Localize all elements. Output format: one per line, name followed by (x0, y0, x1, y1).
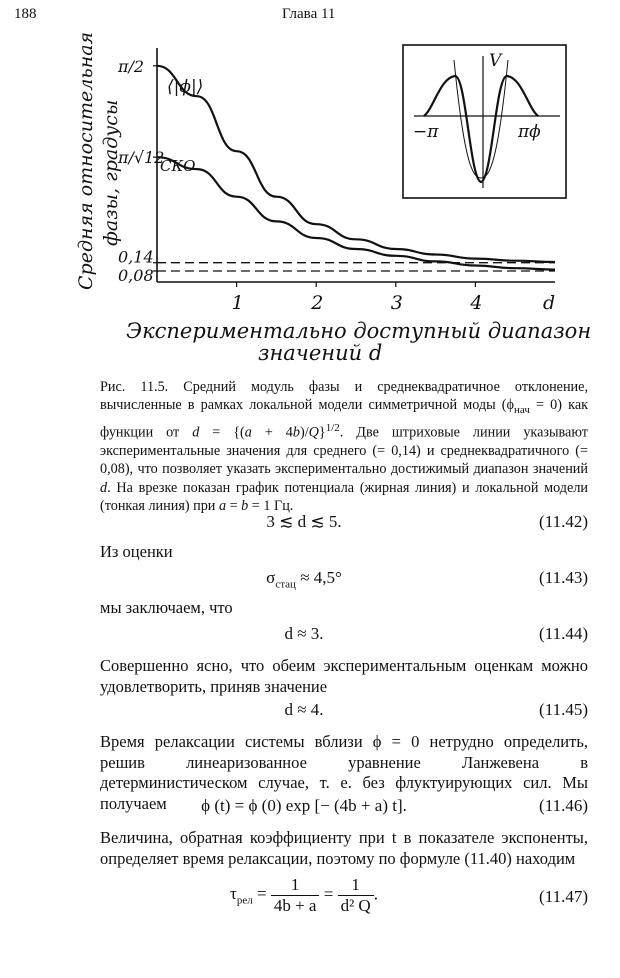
equation-formula: d ≈ 4. (284, 700, 324, 719)
fraction-2 (338, 875, 374, 916)
equation-number: (11.42) (539, 512, 588, 531)
paragraph-4: Время релаксации системы вблизи ϕ = 0 нетрудно определить, решив линеаризованное уравнение Ланжевена в детерминистическом случае, т. е. без флуктуирующих сил. Мы получаем (100, 732, 588, 813)
y-axis-label-line1: Средняя относительная (75, 31, 97, 290)
equation-number: (11.46) (539, 796, 588, 815)
eq-lhs: $\tau_{рел}$ = (230, 884, 267, 907)
paragraph-1: Из оценки (100, 542, 173, 561)
x-axis-label-line1: Экспериментально доступный диапазон (126, 319, 592, 343)
label-abs-phi: ⟨|ϕ|⟩ (167, 77, 204, 97)
equation-formula: 3 ≲ d ≲ 5. (266, 512, 342, 531)
fraction-2-denominator: d² Q (340, 896, 371, 915)
fraction-1-numerator: 1 (271, 875, 320, 896)
equation-formula: ϕ (t) = ϕ (0) exp [− (4b + a) t]. (201, 796, 407, 815)
fraction-1-denominator: 4b + a (273, 896, 317, 915)
page-number: 188 (14, 6, 37, 22)
fraction-2-numerator: 1 (338, 875, 374, 896)
inset-local-model-curve (454, 60, 508, 178)
x-tick-label: d (543, 292, 556, 314)
y-tick-label: π/√12 (118, 148, 165, 168)
x-tick-label: 1 (231, 292, 244, 314)
equation-11-42 (100, 512, 588, 536)
x-tick-label: 2 (311, 292, 324, 314)
equation-number: (11.44) (539, 624, 588, 643)
equation-formula (100, 875, 508, 916)
y-tick-label: 0,14 (118, 247, 154, 267)
equation-11-45 (100, 700, 588, 724)
equation-11-46 (100, 796, 588, 820)
x-tick-label: 3 (390, 292, 403, 314)
equation-formula: $\sigma_{стац} \approx 4,5^\circ$ (266, 568, 342, 591)
equation-number: (11.43) (539, 568, 588, 587)
fraction-1 (271, 875, 320, 916)
inset-v-label: V (489, 51, 502, 71)
figure-caption: Рис. 11.5. Средний модуль фазы и среднеквадратичное отклонение, вычисленные в рамках локальной модели симметричной моды $(\phi_{нач} = 0)$ как функции от $d = \{(a + 4b)/Q\}^{1/2}$. Две штриховые линии указывают экспериментальные значения для среднего (= 0,14) и среднеквадратичного (= 0,08), что позволяет указать экспериментально достижимый диапазон значений d. На врезке показан график потенциала (жирная линия) и локальной модели (тонкая линия) при a = b = 1 Гц. (100, 379, 589, 514)
equation-number: (11.47) (539, 887, 588, 906)
inset-neg-pi-label: −π (413, 122, 439, 142)
inset-pos-pi-label: πϕ (518, 122, 541, 142)
paragraph-3: Совершенно ясно, что обеим экспериментальным оценкам можно удовлетворить, приняв значение (100, 656, 588, 696)
equation-11-43 (100, 568, 588, 592)
equation-11-44 (100, 624, 588, 648)
figure-11-5 (0, 0, 620, 372)
series-curve-0 (157, 66, 555, 262)
equation-number: (11.45) (539, 700, 588, 719)
eq-end: . (373, 884, 378, 904)
x-axis-label-line2: значений d (258, 341, 383, 365)
label-sko: СКО (160, 157, 196, 175)
chapter-title: Глава 11 (282, 6, 336, 22)
y-tick-label: 0,08 (118, 265, 154, 285)
eq-mid: = (323, 884, 334, 904)
x-tick-label: 4 (470, 292, 483, 314)
paragraph-5: Величина, обратная коэффициенту при t в показателе экспоненты, определяет время релаксации, поэтому по формуле (11.40) находим (100, 828, 588, 868)
y-tick-label: π/2 (118, 56, 145, 76)
series-curve-1 (157, 157, 555, 269)
paragraph-2: мы заключаем, что (100, 598, 233, 617)
inset-potential (403, 45, 566, 198)
y-axis-label-line2: фазы, градусы (100, 99, 122, 246)
equation-formula: d ≈ 3. (284, 624, 324, 643)
equation-11-47 (100, 875, 588, 925)
